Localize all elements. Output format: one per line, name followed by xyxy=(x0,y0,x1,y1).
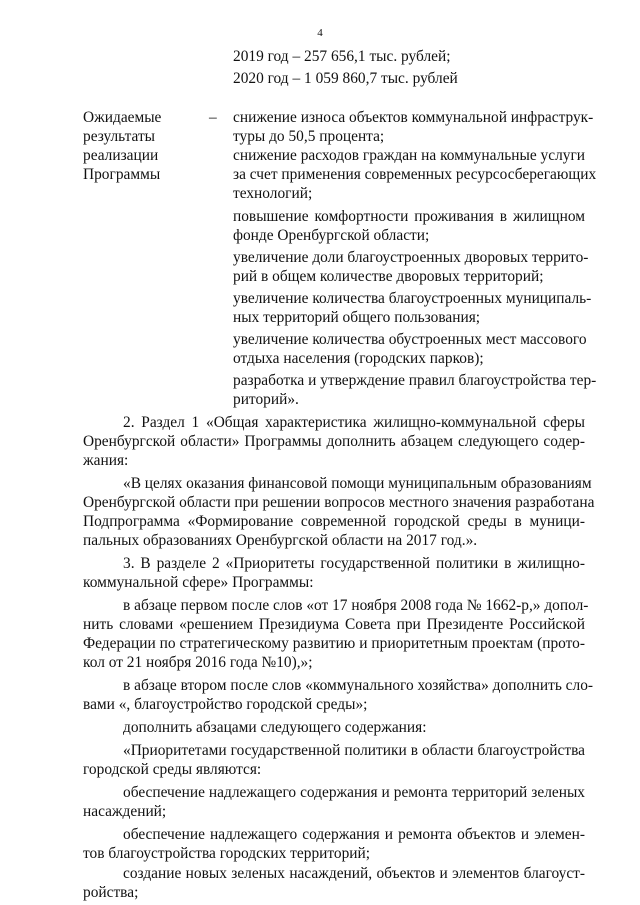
body-line: кол от 21 ноября 2016 года №10),»; xyxy=(83,654,313,671)
page-number: 4 xyxy=(317,27,323,39)
body-line: Оренбургской области» Программы дополнить абзацем следующего содер- xyxy=(83,433,585,450)
body-line: тов благоустройства городских территорий; xyxy=(83,845,371,862)
result-line: увеличение количества обустроенных мест массового xyxy=(233,331,587,348)
results-dash: – xyxy=(209,109,217,126)
results-label-line: Ожидаемые xyxy=(83,109,162,126)
body-line: жания: xyxy=(83,452,129,469)
result-line: рий в общем количестве дворовых территорий; xyxy=(233,268,544,285)
body-line: обеспечение надлежащего содержания и ремонта территорий зеленых xyxy=(123,784,585,801)
body-line: «Приоритетами государственной политики в области благоустройства xyxy=(123,742,585,759)
body-line: Подпрограмма «Формирование современной городской среды в муници- xyxy=(83,513,585,530)
body-line: в абзаце втором после слов «коммунального хозяйства» дополнить сло- xyxy=(123,677,594,694)
body-line: обеспечение надлежащего содержания и ремонта объектов и элемен- xyxy=(123,826,585,843)
result-line: снижение расходов граждан на коммунальные услуги xyxy=(233,147,585,164)
result-line: технологий; xyxy=(233,185,313,202)
result-line: за счет применения современных ресурсосберегающих xyxy=(233,166,597,183)
result-line: увеличение количества благоустроенных муниципаль- xyxy=(233,290,592,307)
body-line: Федерации по стратегическому развитию и приоритетным проектам (прото- xyxy=(83,635,585,652)
body-line: дополнить абзацами следующего содержания: xyxy=(123,719,427,736)
result-line: фонде Оренбургской области; xyxy=(233,227,430,244)
body-line: насаждений; xyxy=(83,803,167,820)
body-line: «В целях оказания финансовой помощи муниципальным образованиям xyxy=(123,475,592,492)
result-line: отдыха населения (городских парков); xyxy=(233,350,484,367)
body-line: 3. В разделе 2 «Приоритеты государственной политики в жилищно- xyxy=(123,555,585,572)
body-line: нить словами «решением Президиума Совета при Президенте Российской xyxy=(83,616,585,633)
body-line: вами «, благоустройство городской среды»; xyxy=(83,696,368,713)
body-line: пальных образованиях Оренбургской области на 2017 год.». xyxy=(83,532,478,549)
result-line: повышение комфортности проживания в жилищном xyxy=(233,208,585,225)
result-line: увеличение доли благоустроенных дворовых террито- xyxy=(233,249,589,266)
body-line: Оренбургской области при решении вопросов местного значения разработана xyxy=(83,494,595,511)
body-line: городской среды являются: xyxy=(83,761,262,778)
body-line: 2. Раздел 1 «Общая характеристика жилищно-коммунальной сферы xyxy=(123,414,585,431)
result-line: ных территорий общего пользования; xyxy=(233,309,481,326)
body-line: создание новых зеленых насаждений, объектов и элементов благоуст- xyxy=(123,865,585,882)
budget-line-2019: 2019 год – 257 656,1 тыс. рублей; xyxy=(233,48,451,65)
results-label-line: реализации xyxy=(83,147,159,164)
result-line: снижение износа объектов коммунальной инфраструк- xyxy=(233,109,594,126)
body-line: ройства; xyxy=(83,884,139,901)
body-line: коммунальной сфере» Программы: xyxy=(83,574,314,591)
body-line: в абзаце первом после слов «от 17 ноября 2008 года № 1662-р,» допол- xyxy=(123,597,589,614)
result-line: туры до 50,5 процента; xyxy=(233,128,385,145)
results-label-line: Программы xyxy=(83,166,161,183)
budget-line-2020: 2020 год – 1 059 860,7 тыс. рублей xyxy=(233,70,458,87)
result-line: разработка и утверждение правил благоустройства тер- xyxy=(233,372,597,389)
results-label-line: результаты xyxy=(83,128,156,145)
result-line: риторий». xyxy=(233,391,299,408)
